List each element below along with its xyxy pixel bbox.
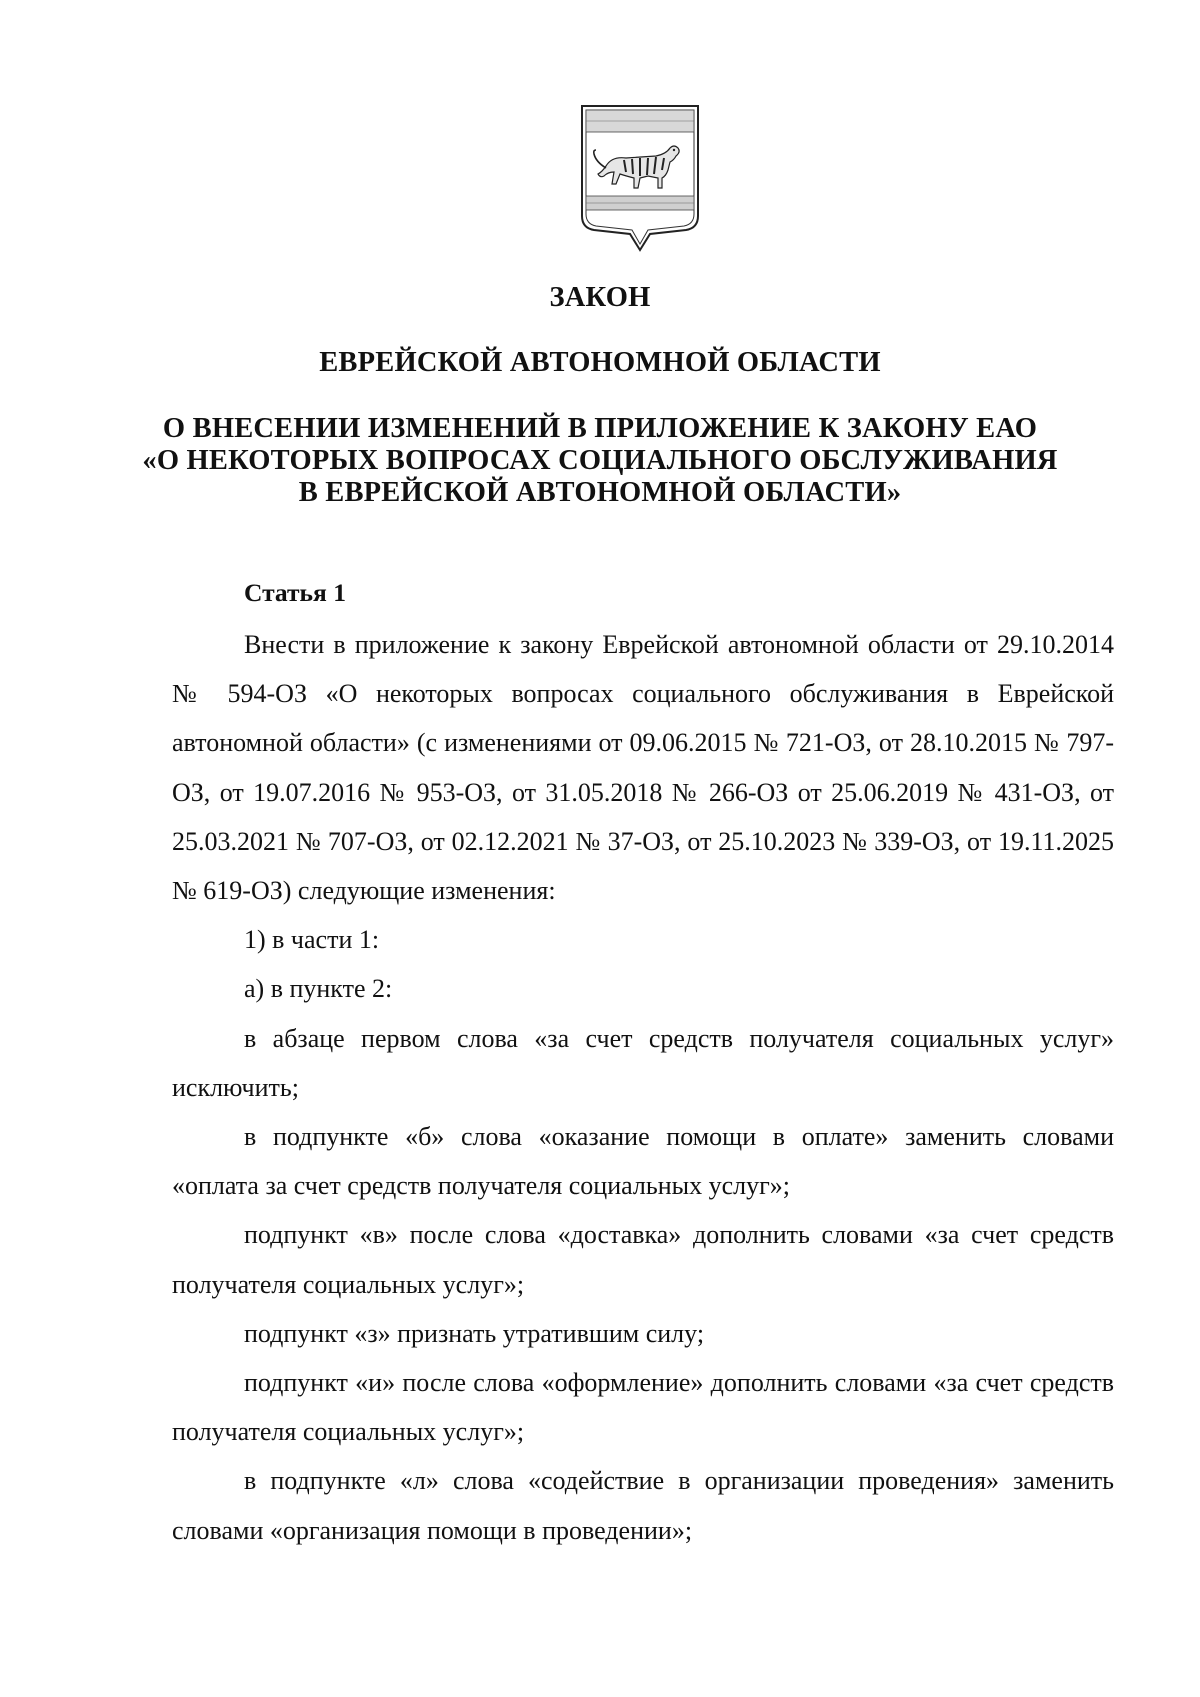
- article-body: [172, 620, 1114, 1555]
- article-paragraph: а) в пункте 2:: [244, 974, 393, 1004]
- region-heading: ЕВРЕЙСКОЙ АВТОНОМНОЙ ОБЛАСТИ: [319, 347, 881, 378]
- article-paragraph: подпункт «з» признать утратившим силу;: [244, 1318, 705, 1348]
- article-title: Статья 1: [244, 578, 346, 607]
- article-paragraph: 1) в части 1:: [244, 925, 380, 955]
- article-paragraph: Внести в приложение к закону Еврейской автономной области от 29.10.2014 № 594-ОЗ «О некоторых вопросах социального обслуживания в Еврейской автономной области» (с изменениями от 09.06.2015 № 721-ОЗ, от 28.10.2015 № 797-ОЗ, от 19.07.2016 № 953-ОЗ, от 31.05.2018 № 266-ОЗ от 25.06.2019 № 431-ОЗ, от 25.03.2021 № 707-ОЗ, от 02.12.2021 № 37-ОЗ, от 25.10.2023 № 339-ОЗ, от 19.11.2025 № 619-ОЗ) следующие изменения:: [172, 630, 1114, 906]
- law-title-line: В ЕВРЕЙСКОЙ АВТОНОМНОЙ ОБЛАСТИ»: [298, 477, 902, 508]
- coat-of-arms-tiger-icon: [578, 104, 702, 252]
- law-title-line: О ВНЕСЕНИИ ИЗМЕНЕНИЙ В ПРИЛОЖЕНИЕ К ЗАКОНУ ЕАО: [162, 413, 1038, 444]
- article-paragraph: подпункт «в» после слова «доставка» дополнить словами «за счет средств получателя социальных услуг»;: [172, 1220, 1114, 1299]
- article-paragraph: в подпункте «л» слова «содействие в организации проведения» заменить словами «организация помощи в проведении»;: [172, 1466, 1114, 1545]
- law-title: [0, 413, 1200, 509]
- article-paragraph: в абзаце первом слова «за счет средств получателя социальных услуг» исключить;: [172, 1023, 1114, 1102]
- law-heading: ЗАКОН: [549, 282, 651, 313]
- article-paragraph: в подпункте «б» слова «оказание помощи в оплате» заменить словами «оплата за счет средств получателя социальных услуг»;: [172, 1122, 1114, 1201]
- law-title-line: «О НЕКОТОРЫХ ВОПРОСАХ СОЦИАЛЬНОГО ОБСЛУЖИВАНИЯ: [142, 445, 1058, 476]
- article-paragraph: подпункт «и» после слова «оформление» дополнить словами «за счет средств получателя социальных услуг»;: [172, 1368, 1114, 1447]
